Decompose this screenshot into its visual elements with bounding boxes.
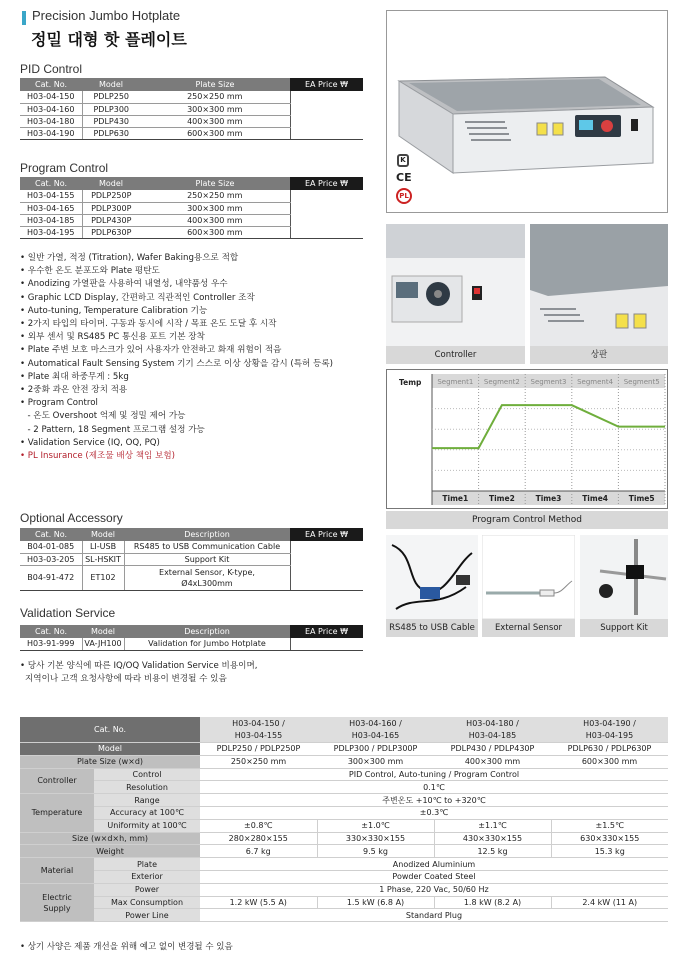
spec-row-uniformity: Uniformity at 100℃ ±0.8℃ ±1.0℃ ±1.1℃ ±1.5℃: [20, 819, 668, 832]
table-row: H03-04-180 PDLP430 400×300 mm: [20, 115, 363, 127]
sensor-caption: External Sensor: [482, 619, 575, 637]
list-item: • Automatical Fault Sensing System 기기 스스로 이상 상황을 감시 (특허 등록): [20, 358, 334, 369]
list-item: • Validation Service (IQ, OQ, PQ): [20, 437, 160, 448]
table-row: H03-04-155 PDLP250P 250×250 mm: [20, 190, 363, 202]
temp-profile-line: [432, 405, 665, 448]
col-cat: Cat. No.: [20, 78, 82, 91]
segment-label: Segment4: [577, 378, 614, 386]
title-accent-bar: [22, 11, 26, 25]
time-label: Time2: [488, 494, 515, 503]
list-item: • Anodizing 가열판을 사용하여 내열성, 내약품성 우수: [20, 279, 228, 290]
spec-row-weight: Weight 6.7 kg 9.5 kg 12.5 kg 15.3 kg: [20, 845, 668, 858]
segment-label: Segment1: [437, 378, 474, 386]
support-image-frame: [580, 535, 668, 637]
spec-row-plate-material: Material Plate Anodized Aluminium: [20, 858, 668, 871]
spec-row-power: Electric Supply Power 1 Phase, 220 Vac, 50/60 Hz: [20, 883, 668, 896]
table-row: H03-04-185 PDLP430P 400×300 mm: [20, 214, 363, 226]
feature-list: [20, 252, 333, 463]
table-row: H03-04-150 PDLP250 250×250 mm: [20, 91, 363, 103]
list-item: • Auto-tuning, Temperature Calibration 기능: [20, 305, 208, 316]
table-row: H03-04-195 PDLP630P 600×300 mm: [20, 226, 363, 238]
list-item: • Plate 주변 보호 마스크가 있어 사용자가 안전하고 화재 위험이 적음: [20, 345, 282, 356]
spec-table: [20, 717, 668, 922]
table-row: H03-04-165 PDLP300P 300×300 mm: [20, 202, 363, 214]
col-price: EA Price ₩: [290, 625, 363, 638]
pl-mark-icon: PL: [396, 188, 412, 204]
spec-row-cat2: H03-04-155 H03-04-165 H03-04-185 H03-04-195: [20, 730, 668, 743]
validation-section-title: Validation Service: [20, 606, 116, 620]
spec-row-resolution: Resolution 0.1℃: [20, 781, 668, 794]
time-label: Time1: [442, 494, 469, 503]
col-desc: Description: [124, 528, 290, 541]
validation-table: [20, 625, 363, 651]
list-item: • 일반 가열, 적정 (Titration), Wafer Baking용으로 적합: [20, 253, 239, 263]
time-label: Time5: [628, 494, 655, 503]
ce-mark-icon: CE: [396, 171, 412, 184]
list-item: • Program Control: [20, 398, 98, 409]
program-chart: [386, 369, 668, 509]
validation-note: • 당사 기본 양식에 따른 IQ/OQ Validation Service 비용이며, 지역이나 고객 요청사항에 따라 비용이 변경될 수 있음: [20, 661, 258, 685]
col-model: Model: [82, 528, 124, 541]
footnote: • 상기 사양은 제품 개선을 위해 예고 없이 변경될 수 있음: [20, 942, 233, 952]
optional-section-title: Optional Accessory: [20, 511, 123, 525]
table-row: H03-03-205 SL-HSKIT Support Kit: [20, 553, 363, 565]
list-item: • 외부 센서 및 RS485 PC 통신용 포트 기본 장착: [20, 332, 205, 343]
spec-row-cat: Cat. No. H03-04-150 / H03-04-160 / H03-04-180 / H03-04-190 /: [20, 717, 668, 730]
col-price: EA Price ₩: [290, 78, 363, 91]
segment-label: Segment2: [483, 378, 520, 386]
col-cat: Cat. No.: [20, 528, 82, 541]
segment-label: Segment5: [623, 378, 660, 386]
rs485-image-frame: [386, 535, 478, 637]
spec-row-range: Temperature Range 주변온도 +10℃ to +320℃: [20, 794, 668, 807]
program-section-title: Program Control: [20, 161, 109, 175]
support-caption: Support Kit: [580, 619, 668, 637]
col-model: Model: [82, 177, 140, 190]
spec-row-control: Controller Control PID Control, Auto-tuning / Program Control: [20, 768, 668, 781]
table-row: B04-91-472 ET102 External Sensor, K-type, Ø4xL300mm: [20, 565, 363, 590]
list-item: • 우수한 온도 분포도와 Plate 평탄도: [20, 266, 160, 277]
program-chart-svg: [387, 370, 667, 508]
page-title-en: Precision Jumbo Hotplate: [32, 8, 181, 23]
spec-row-powerline: Power Line Standard Plug: [20, 909, 668, 922]
pid-section-title: PID Control: [20, 62, 83, 76]
spec-cat-label: Cat. No.: [20, 717, 200, 743]
y-axis-label: Temp: [399, 378, 422, 387]
spec-row-maxcons: Max Consumption 1.2 kW (5.5 A) 1.5 kW (6.8 A) 1.8 kW (8.2 A) 2.4 kW (11 A): [20, 896, 668, 909]
spec-row-accuracy: Accuracy at 100℃ ±0.3℃: [20, 807, 668, 820]
hotplate-image: [387, 11, 667, 212]
table-row: H03-04-190 PDLP630 600×300 mm: [20, 127, 363, 139]
controller-image: [386, 224, 525, 346]
col-price: EA Price ₩: [290, 177, 363, 190]
program-chart-caption: Program Control Method: [386, 511, 668, 529]
spec-row-size: Size (w×d×h, mm) 280×280×155 330×330×155 430×330×155 630×330×155: [20, 832, 668, 845]
rs485-cable-image: [386, 535, 478, 619]
rs485-caption: RS485 to USB Cable: [386, 619, 478, 637]
top-plate-image-frame: [530, 224, 668, 364]
col-plate: Plate Size: [140, 177, 290, 190]
col-model: Model: [82, 625, 124, 638]
controller-caption: Controller: [386, 346, 525, 364]
col-price: EA Price ₩: [290, 528, 363, 541]
program-table: [20, 177, 363, 239]
time-label: Time3: [535, 494, 562, 503]
sensor-image-frame: [482, 535, 575, 637]
table-row: H03-04-160 PDLP300 300×300 mm: [20, 103, 363, 115]
controller-image-frame: [386, 224, 525, 364]
col-model: Model: [82, 78, 140, 91]
table-row: H03-91-999 VA-JH100 Validation for Jumbo Hotplate: [20, 638, 363, 650]
external-sensor-image: [482, 535, 575, 619]
list-item-pl-insurance: • PL Insurance (제조물 배상 책임 보험): [20, 451, 176, 462]
segment-label: Segment3: [530, 378, 567, 386]
list-item: • 2중화 과온 안전 장치 적용: [20, 385, 128, 396]
time-label: Time4: [582, 494, 609, 503]
pid-table: [20, 78, 363, 140]
top-plate-image: [530, 224, 668, 346]
table-row: B04-01-085 LI-USB RS485 to USB Communication Cable: [20, 541, 363, 553]
top-plate-caption: 상판: [530, 346, 668, 364]
list-item: - 온도 Overshoot 억제 및 정밀 제어 가능: [22, 411, 186, 422]
optional-table: [20, 528, 363, 591]
product-image-frame: [386, 10, 668, 213]
spec-row-exterior: Exterior Powder Coated Steel: [20, 871, 668, 884]
list-item: • Graphic LCD Display, 간편하고 직관적인 Controller 조작: [20, 292, 255, 303]
col-cat: Cat. No.: [20, 177, 82, 190]
spec-row-model: Model PDLP250 / PDLP250P PDLP300 / PDLP300P PDLP430 / PDLP430P PDLP630 / PDLP630P: [20, 743, 668, 756]
page-title-ko: 정밀 대형 핫 플레이트: [31, 30, 187, 49]
spec-row-plate: Plate Size (w×d) 250×250 mm 300×300 mm 400×300 mm 600×300 mm: [20, 755, 668, 768]
list-item: - 2 Pattern, 18 Segment 프로그램 설정 가능: [22, 424, 205, 435]
list-item: • Plate 최대 하중무게 : 5kg: [20, 371, 129, 382]
kc-mark-icon: K: [397, 154, 409, 167]
support-kit-image: [580, 535, 668, 619]
col-plate: Plate Size: [140, 78, 290, 91]
col-desc: Description: [124, 625, 290, 638]
list-item: • 2가지 타입의 타이머. 구동과 동시에 시작 / 목표 온도 도달 후 시작: [20, 319, 277, 330]
col-cat: Cat. No.: [20, 625, 82, 638]
